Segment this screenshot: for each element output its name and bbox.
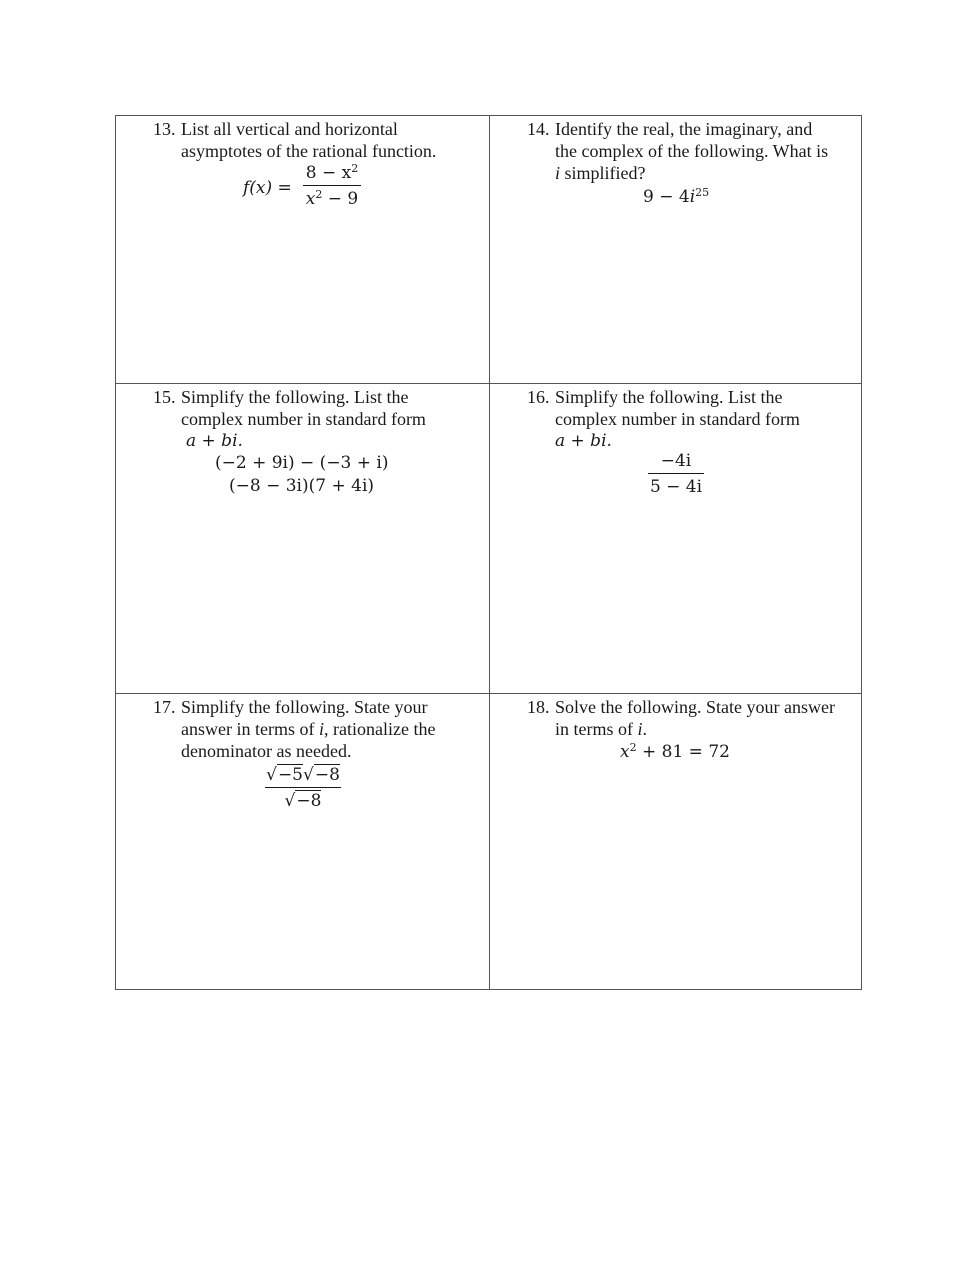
denominator: √−8 [284, 791, 322, 811]
numerator: $8 - x^2$ [305, 162, 359, 183]
question-number: 13. [153, 119, 176, 139]
denominator: $x^2 - 9$ [305, 188, 359, 209]
question-text-line: complex number in standard form [181, 409, 426, 429]
fraction-bar [648, 473, 704, 474]
question-text-line: Simplify the following. State your [181, 697, 428, 717]
question-number: 17. [153, 697, 176, 717]
row-divider-1 [116, 383, 861, 384]
expression: $9 - 4i^{25}$ [643, 186, 710, 207]
question-text-line: answer in terms of i, rationalize the [181, 719, 436, 739]
question-text-line: asymptotes of the rational function. [181, 141, 437, 161]
row-divider-2 [116, 693, 861, 694]
question-text-line: Simplify the following. List the [181, 387, 409, 407]
expression: (−2 + 9i) − (−3 + i) [215, 453, 389, 473]
worksheet-grid [115, 115, 862, 990]
question-number: 15. [153, 387, 176, 407]
fraction [648, 450, 704, 498]
question-number: 14. [527, 119, 550, 139]
numerator: −4i [660, 451, 692, 471]
question-text-line: i simplified? [555, 163, 646, 183]
question-text-line: the complex of the following. What is [555, 141, 829, 161]
fraction-bar [303, 185, 361, 186]
question-number: 18. [527, 697, 550, 717]
denominator: 5 − 4i [649, 477, 703, 497]
standard-form: a + bi. [186, 431, 243, 451]
fraction-bar [265, 787, 341, 788]
function-lhs: f(x) = [243, 178, 292, 198]
equation: $x^2 + 81 = 72$ [620, 741, 730, 762]
question-text-line: in terms of i. [555, 719, 648, 739]
question-text-line: List all vertical and horizontal [181, 119, 398, 139]
fraction [265, 764, 341, 812]
standard-form: a + bi. [555, 431, 612, 451]
question-text-line: Solve the following. State your answer [555, 697, 835, 717]
question-text-line: Identify the real, the imaginary, and [555, 119, 813, 139]
numerator: √−5√−8 [266, 765, 340, 785]
question-text-line: Simplify the following. List the [555, 387, 783, 407]
question-number: 16. [527, 387, 550, 407]
question-text-line: denominator as needed. [181, 741, 352, 761]
fraction [303, 162, 361, 210]
expression: (−8 − 3i)(7 + 4i) [229, 476, 375, 496]
question-text-line: complex number in standard form [555, 409, 800, 429]
column-divider [489, 116, 490, 989]
